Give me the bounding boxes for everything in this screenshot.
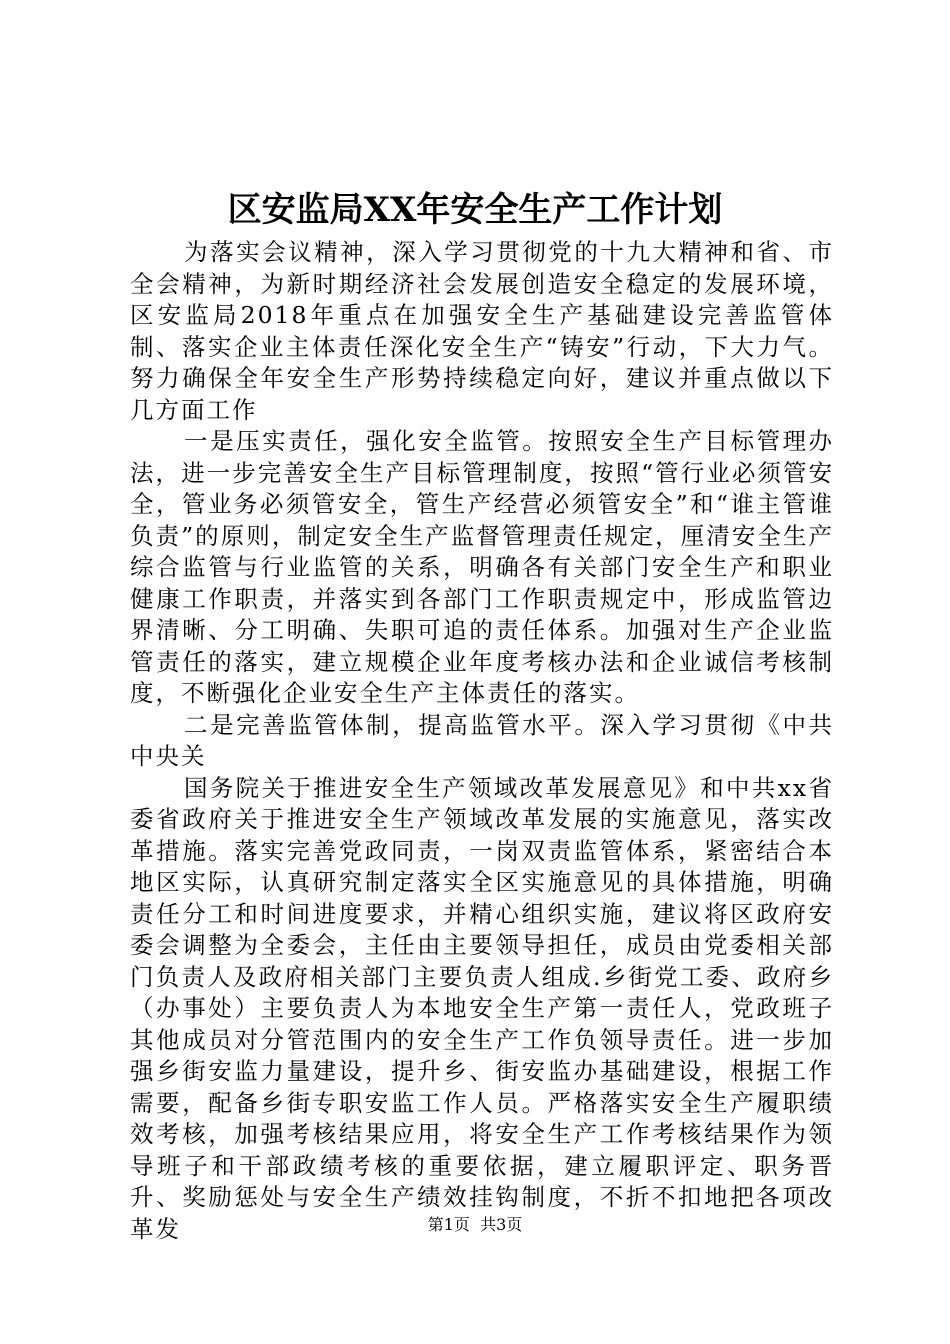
page-number: 第1页 共3页: [427, 1215, 523, 1234]
document-title: 区安监局XX年安全生产工作计划: [227, 190, 723, 230]
paragraph-intro: 为落实会议精神，深入学习贯彻党的十九大精神和省、市全会精神，为新时期经济社会发展创造安全稳定的发展环境，区安监局2018年重点在加强安全生产基础建设完善监管体制、落实企业主体责任深化安全生产“铸安”行动，下大力气。努力确保全年安全生产形势持续稳定向好，建议并重点做以下几方面工作: [130, 238, 834, 424]
paragraph-point-two: 二是完善监管体制，提高监管水平。深入学习贯彻《中共中央关: [130, 710, 834, 770]
document-body: [130, 237, 834, 1245]
page-footer: [0, 1214, 950, 1236]
paragraph-point-one: 一是压实责任，强化安全监管。按照安全生产目标管理办法，进一步完善安全生产目标管理制度，按照“管行业必须管安全，管业务必须管安全，管生产经营必须管安全”和“谁主管谁负责”的原则，制定安全生产监督管理责任规定，厘清安全生产综合监管与行业监管的关系，明确各有关部门安全生产和职业健康工作职责，并落实到各部门工作职责规定中，形成监管边界清晰、分工明确、失职可追的责任体系。加强对生产企业监管责任的落实，建立规模企业年度考核办法和企业诚信考核制度，不断强化企业安全生产主体责任的落实。: [130, 427, 834, 707]
paragraph-point-two-continued: 国务院关于推进安全生产领域改革发展意见》和中共xx省委省政府关于推进安全生产领域改革发展的实施意见，落实改革措施。落实完善党政同责，一岗双责监管体系，紧密结合本地区实际，认真研究制定落实全区实施意见的具体措施，明确责任分工和时间进度要求，并精心组织实施，建议将区政府安委会调整为全委会，主任由主要领导担任，成员由党委相关部门负责人及政府相关部门主要负责人组成.乡街党工委、政府乡（办事处）主要负责人为本地安全生产第一责任人，党政班子其他成员对分管范围内的安全生产工作负领导责任。进一步加强乡街安监力量建设，提升乡、街安监办基础建设，根据工作需要，配备乡街专职安监工作人员。严格落实安全生产履职绩效考核，加强考核结果应用，将安全生产工作考核结果作为领导班子和干部政绩考核的重要依据，建立履职评定、职务晋升、奖励惩处与安全生产绩效挂钩制度，不折不扣地把各项改革发: [130, 773, 834, 1243]
